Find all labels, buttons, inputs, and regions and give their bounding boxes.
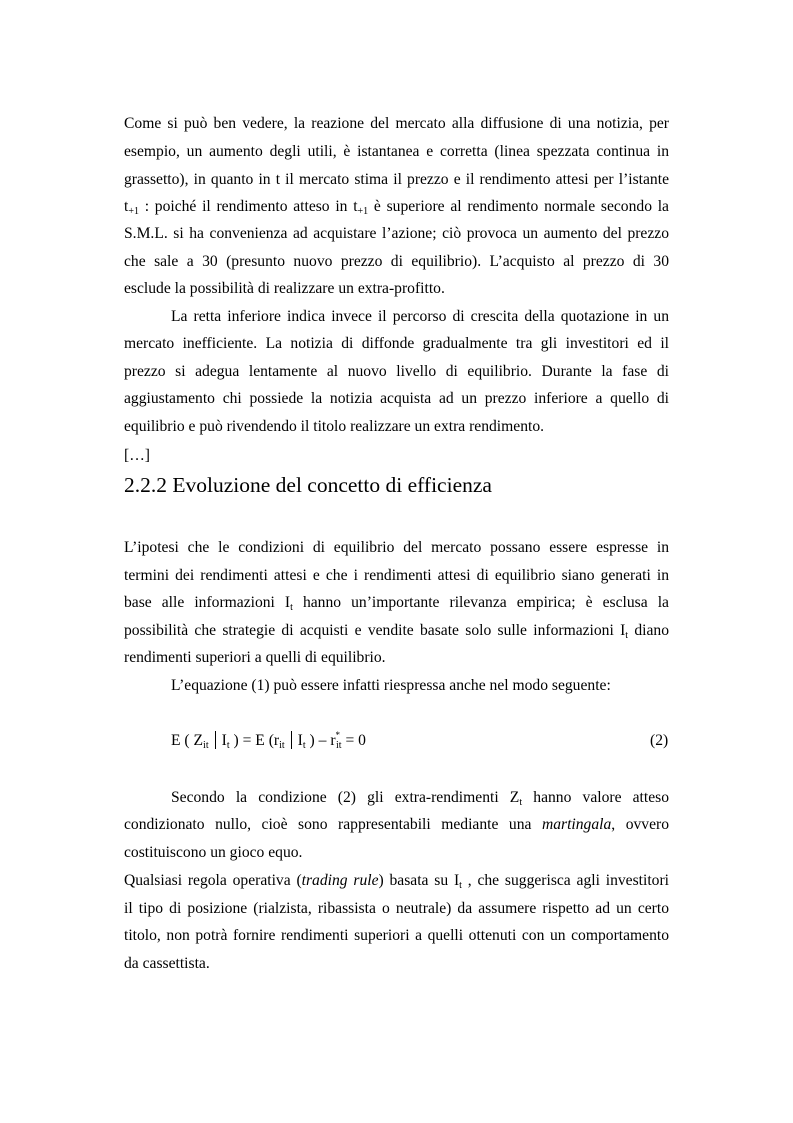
conditional-bar <box>291 731 292 749</box>
ellipsis: […] <box>124 447 150 464</box>
paragraph-3-line-2: termini dei rendimenti attesi e che i rendimenti attesi di equilibrio siano generati in <box>124 567 669 584</box>
paragraph-3-line-3: base alle informazioni $I_t$ hanno un’importante rilevanza empirica; è esclusa la <box>124 594 669 613</box>
paragraph-2-line-5: equilibrio e può rivendendo il titolo realizzare un extra rendimento. <box>124 418 545 435</box>
paragraph-5-line-1: Secondo la condizione (2) gli extra-rendimenti $Z_t$ hanno valore atteso <box>171 789 670 808</box>
paragraph-1-line-2: esempio, un aumento degli utili, è istantanea e corretta (linea spezzata continua in <box>124 143 669 160</box>
paragraph-1-line-7: esclude la possibilità di realizzare un extra-profitto. <box>124 280 445 297</box>
section-heading: 2.2.2 Evoluzione del concetto di efficienza <box>124 473 492 497</box>
paragraph-2-line-3: prezzo si adegua lentamente al nuovo livello di equilibrio. Durante la fase di <box>124 363 669 380</box>
paragraph-6-line-4: da cassettista. <box>124 955 210 972</box>
paragraph-5-line-3: costituiscono un gioco equo. <box>124 844 303 861</box>
equation: E ( $Z_{it}$ $I_t$ ) = E ($r_{it}$ $I_t$ ) – $r^*_{it} = 0$ <box>171 730 366 751</box>
paragraph-1-line-6: che sale a 30 (presunto nuovo prezzo di equilibrio). L’acquisto al prezzo di 30 <box>124 253 669 270</box>
paragraph-6-line-2: il tipo di posizione (rialzista, ribassista o neutrale) da assumere rispetto ad un certo <box>124 900 669 917</box>
conditional-bar <box>215 731 216 749</box>
paragraph-1-line-3: grassetto), in quanto in t il mercato stima il prezzo e il rendimento attesi per l’istante <box>124 171 669 188</box>
paragraph-2-line-4: aggiustamento chi possiede la notizia acquista ad un prezzo inferiore a quello di <box>124 390 669 407</box>
paragraph-3-line-1: L’ipotesi che le condizioni di equilibrio del mercato possano essere espresse in <box>124 539 669 556</box>
paragraph-6-line-3: titolo, non potrà fornire rendimenti superiori a quelli ottenuti con un comportamento <box>124 927 669 944</box>
paragraph-2-line-1: La retta inferiore indica invece il percorso di crescita della quotazione in un <box>171 308 669 325</box>
paragraph-1-line-1: Come si può ben vedere, la reazione del mercato alla diffusione di una notizia, per <box>124 115 669 132</box>
paragraph-1-line-4: $t_{+1}$ : poiché il rendimento atteso in $t_{+1}$ è superiore al rendimento normale secondo la <box>124 198 669 217</box>
paragraph-6-line-1: Qualsiasi regola operativa (trading rule) basata su $I_t$ , che suggerisca agli investitori <box>124 872 669 891</box>
paragraph-4: L’equazione (1) può essere infatti riespressa anche nel modo seguente: <box>171 677 611 694</box>
paragraph-2-line-2: mercato inefficiente. La notizia di diffonde gradualmente tra gli investitori ed il <box>124 335 669 352</box>
paragraph-1-line-5: S.M.L. si ha convenienza ad acquistare l’azione; ciò provoca un aumento del prezzo <box>124 225 669 242</box>
paragraph-5-line-2: condizionato nullo, cioè sono rappresentabili mediante una martingala, ovvero <box>124 816 669 833</box>
paragraph-3-line-4: possibilità che strategie di acquisti e vendite basate solo sulle informazioni $I_t$ diano <box>124 622 670 641</box>
equation-number: (2) <box>650 732 669 749</box>
paragraph-3-line-5: rendimenti superiori a quelli di equilibrio. <box>124 649 386 666</box>
